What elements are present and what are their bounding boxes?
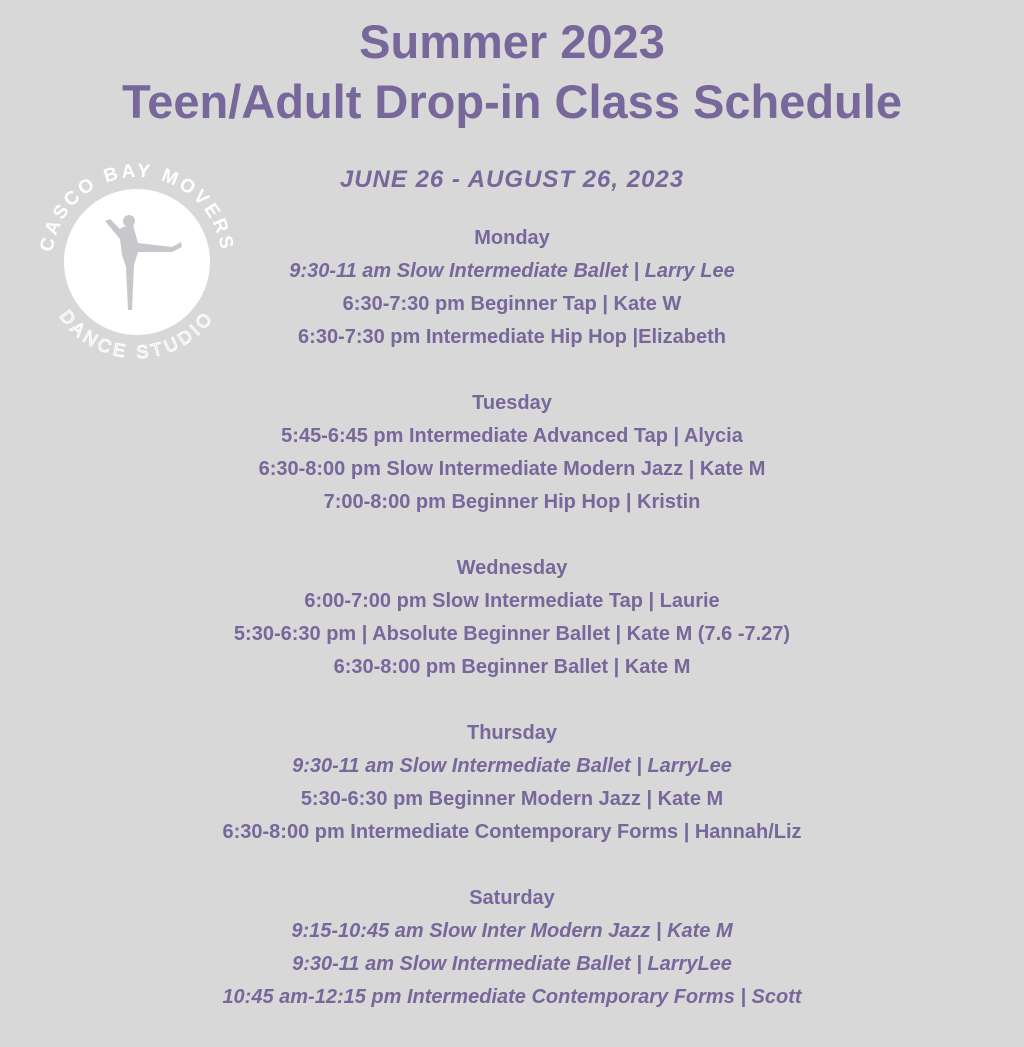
class-entry: 10:45 am-12:15 pm Intermediate Contemporary Forms | Scott [222, 986, 802, 1008]
day-heading: Wednesday [456, 557, 568, 579]
day-block-saturday [0, 882, 1024, 1014]
day-block-wednesday [0, 552, 1024, 684]
class-entry: 9:15-10:45 am Slow Inter Modern Jazz | Kate M [291, 920, 733, 942]
day-heading: Saturday [469, 887, 555, 909]
date-range [0, 164, 1024, 196]
class-entry: 6:30-8:00 pm Beginner Ballet | Kate M [333, 656, 691, 678]
logo-top-text: CASCO BAY MOVERS [36, 160, 238, 254]
day-heading: Monday [474, 227, 550, 249]
class-entry: 5:45-6:45 pm Intermediate Advanced Tap | Alycia [281, 425, 743, 447]
class-entry: 5:30-6:30 pm Beginner Modern Jazz | Kate M [300, 788, 724, 810]
class-entry: 6:30-8:00 pm Intermediate Contemporary Forms | Hannah/Liz [222, 821, 802, 843]
class-entry: 9:30-11 am Slow Intermediate Ballet | LarryLee [292, 953, 732, 975]
day-block-thursday [0, 717, 1024, 849]
day-heading: Thursday [466, 722, 558, 744]
day-heading: Tuesday [472, 392, 552, 414]
page-title: Summer 2023 [359, 15, 665, 68]
logo-bottom-text: DANCE STUDIO [55, 306, 219, 363]
day-block-tuesday [0, 387, 1024, 519]
class-entry: 9:30-11 am Slow Intermediate Ballet | LarryLee [292, 755, 732, 777]
class-entry: 5:30-6:30 pm | Absolute Beginner Ballet | Kate M (7.6 -7.27) [233, 623, 791, 645]
class-entry: 6:30-7:30 pm Beginner Tap | Kate W [342, 293, 682, 315]
class-entry: 6:30-8:00 pm Slow Intermediate Modern Jazz | Kate M [258, 458, 766, 480]
page-subtitle: Teen/Adult Drop-in Class Schedule [122, 75, 902, 128]
class-entry: 9:30-11 am Slow Intermediate Ballet | Larry Lee [289, 260, 735, 282]
day-block-monday [0, 222, 1024, 354]
class-schedule [0, 222, 1024, 1047]
date-range-text: JUNE 26 - AUGUST 26, 2023 [339, 166, 685, 193]
class-entry: 7:00-8:00 pm Beginner Hip Hop | Kristin [323, 491, 701, 513]
class-entry: 6:30-7:30 pm Intermediate Hip Hop |Elizabeth [298, 326, 726, 348]
class-entry: 6:00-7:00 pm Slow Intermediate Tap | Laurie [304, 590, 720, 612]
